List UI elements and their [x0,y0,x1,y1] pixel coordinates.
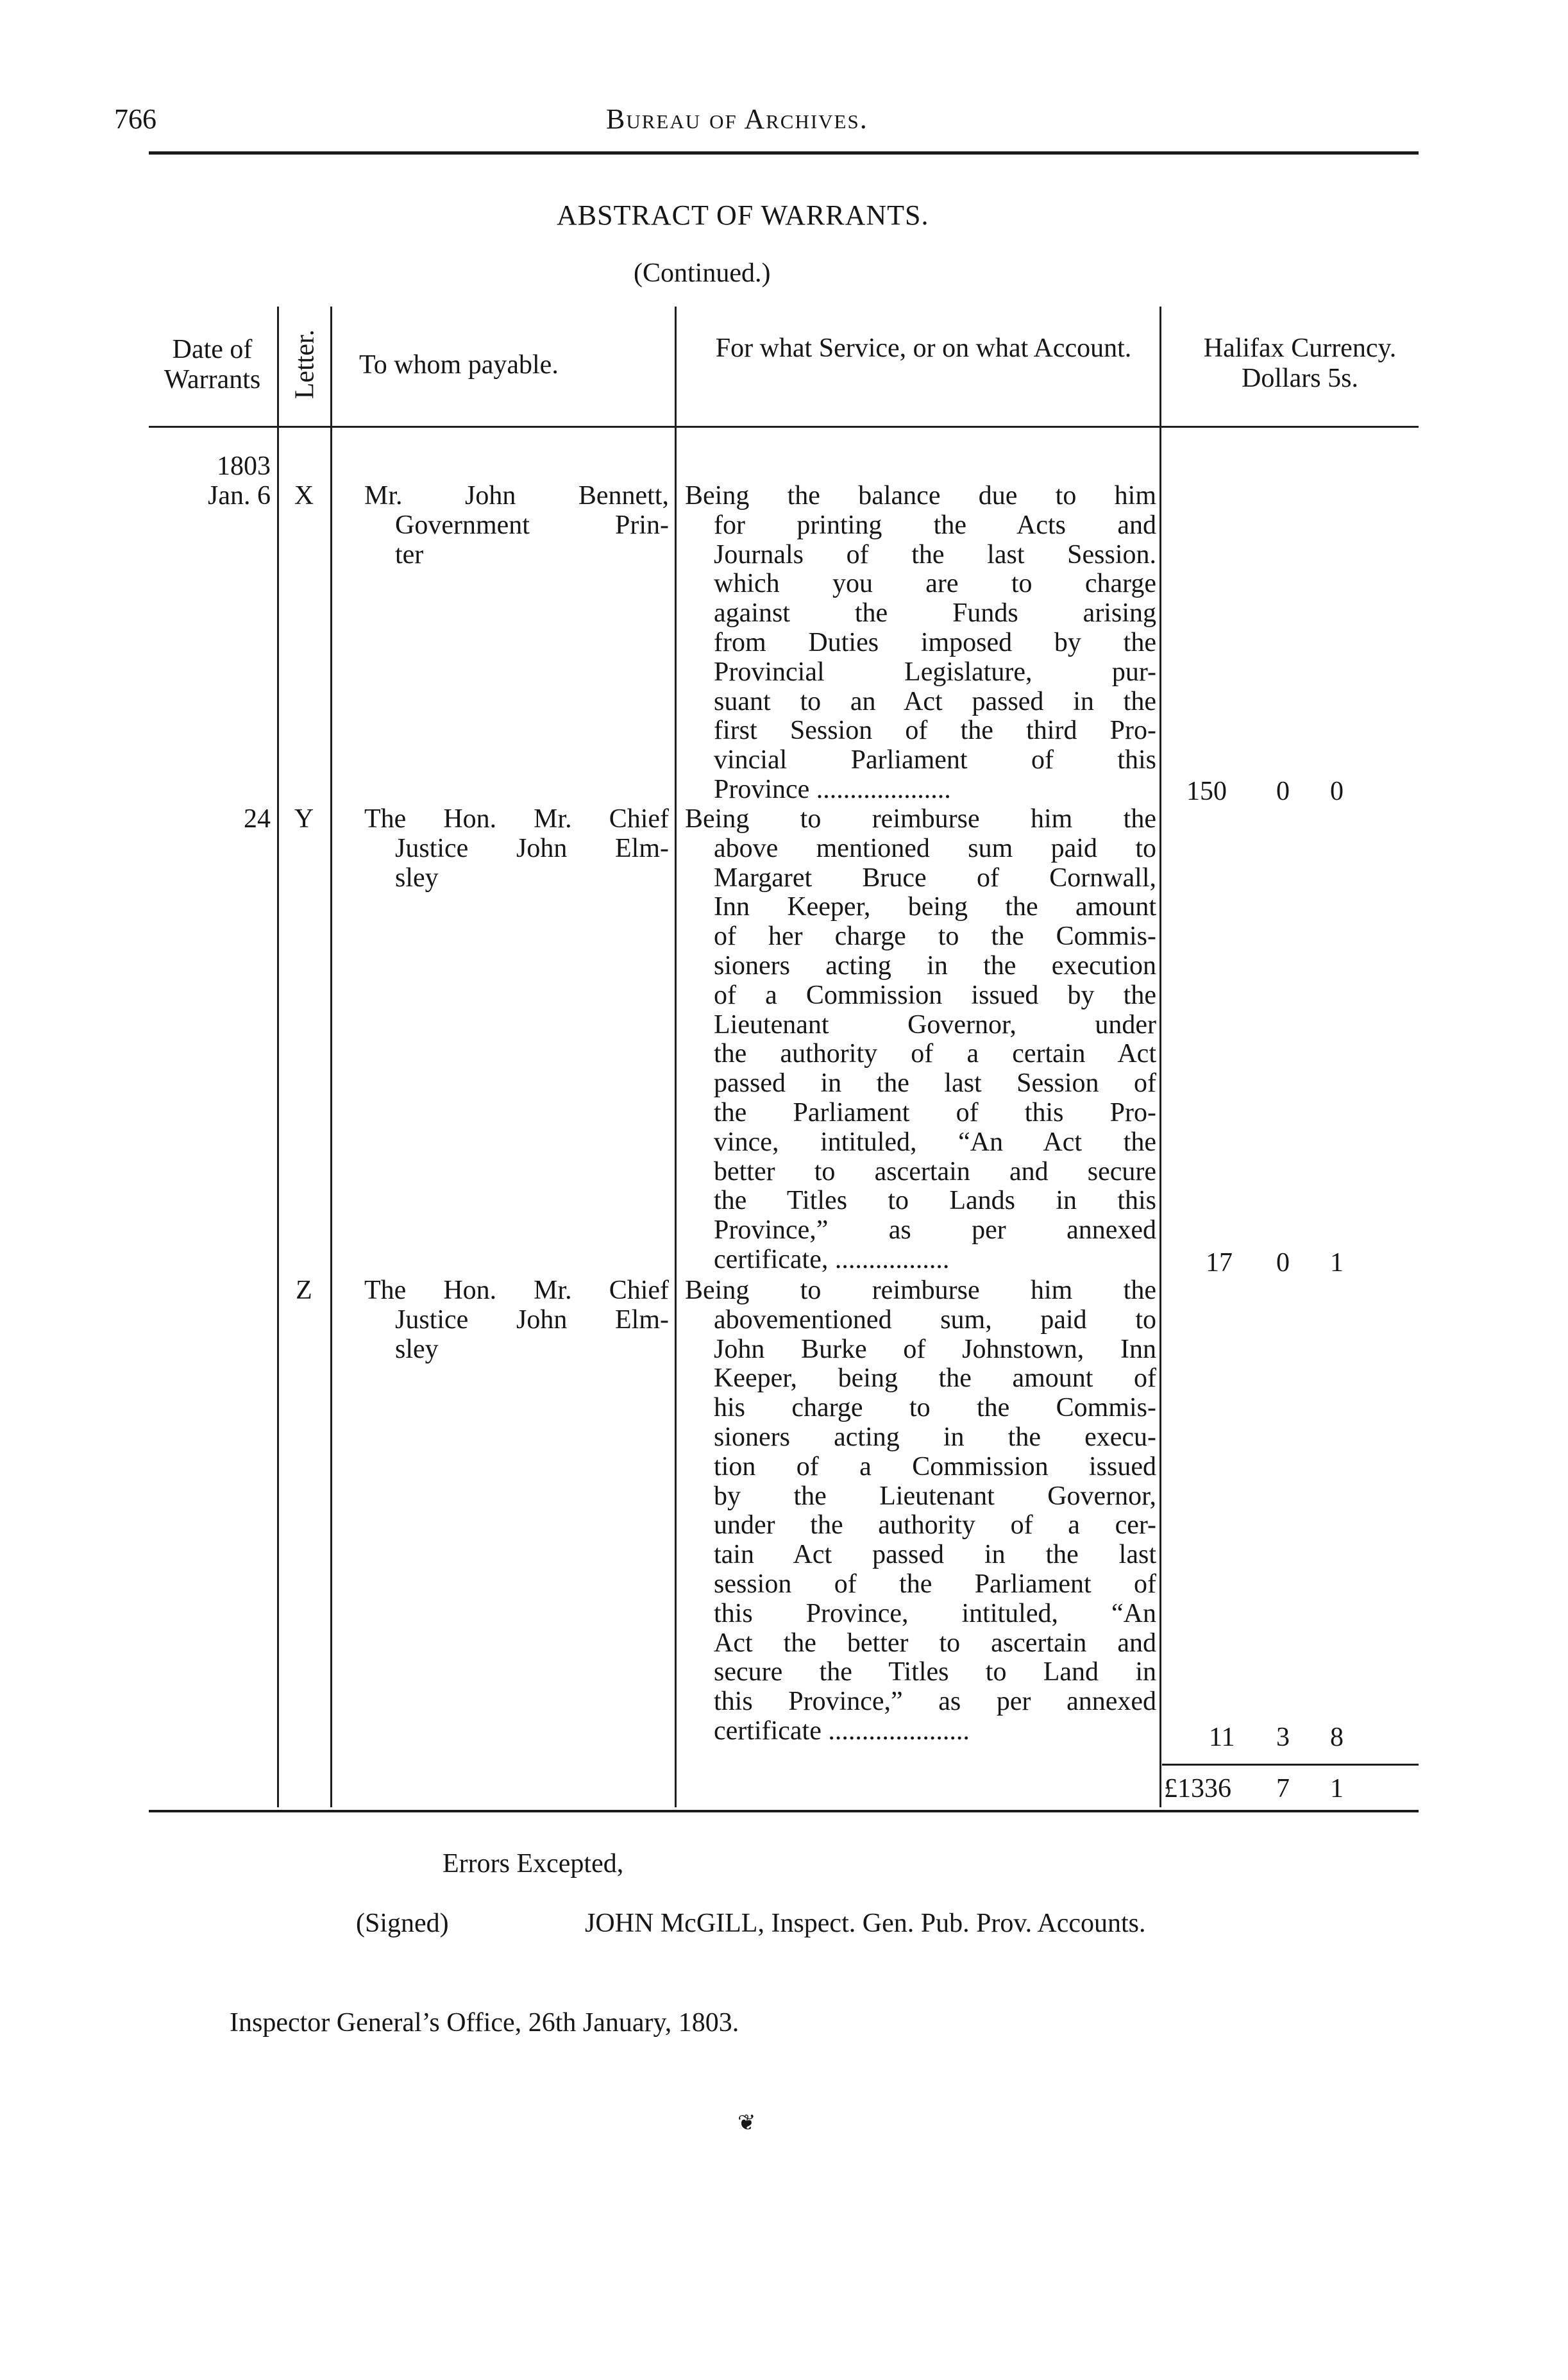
running-title: Bureau of Archives. [606,103,868,135]
amount-pence: 1 [1330,1248,1344,1278]
column-divider-payee [675,307,677,1807]
amount-shillings: 0 [1276,1248,1290,1278]
amount-pounds: 11 [1209,1723,1235,1752]
total-shillings: 7 [1276,1774,1290,1803]
header-rule [149,151,1419,155]
service-line: Lieutenant Governor, under [714,1009,1156,1040]
entry-letter: Z [296,1276,312,1305]
table-title: ABSTRACT OF WARRANTS. [557,199,929,231]
service-line: against the Funds arising [714,598,1156,629]
service-line: by the Lieutenant Governor, [714,1481,1156,1511]
year-label: 1803 [217,452,271,481]
signed-label: (Signed) [356,1909,449,1938]
service-line: vincial Parliament of this [714,745,1156,775]
service-line: the Titles to Lands in this [714,1186,1156,1216]
payee-line: Justice John Elm- [395,1304,669,1335]
amount-shillings: 0 [1276,777,1290,806]
service-line: vince, intituled, “An Act the [714,1127,1156,1157]
entry-payee [364,482,669,570]
entry-date: Jan. 6 [208,481,271,511]
column-header-letter-label: Letter. [290,329,320,400]
entry-service [685,1276,1156,1746]
payee-line: The Hon. Mr. Chief [364,804,669,834]
amount-pounds: 150 [1186,777,1227,806]
amount-pounds: 17 [1206,1248,1233,1278]
column-header-currency: Halifax Currency. Dollars 5s. [1203,333,1397,393]
entry-letter: Y [294,804,314,834]
column-divider-date [277,307,279,1807]
service-line: sioners acting in the execu- [714,1422,1156,1452]
column-divider-service [1159,307,1161,1807]
service-line: his charge to the Commis- [714,1393,1156,1423]
service-line: Province,” as per annexed [714,1215,1156,1245]
service-line: better to ascertain and secure [714,1156,1156,1186]
column-divider-letter [330,307,332,1807]
service-line: Being the balance due to him [685,481,1156,511]
service-line: Journals of the last Session. [714,539,1156,570]
entry-date: 24 [244,804,271,834]
service-line: tion of a Commission issued [714,1451,1156,1481]
total-pounds: £1336 [1164,1774,1231,1803]
service-line: Being to reimburse him the [685,1276,1156,1305]
column-header-date: Date of Warrants [164,335,261,394]
service-line: above mentioned sum paid to [714,833,1156,863]
payee-line: Government Prin- [395,510,669,540]
entry-payee [364,805,669,893]
payee-line: Justice John Elm- [395,833,669,863]
column-header-letter [280,307,331,422]
total-rule [1162,1764,1419,1766]
column-header-payee: To whom payable. [359,350,559,380]
service-line: Provincial Legislature, pur- [714,657,1156,687]
page-number: 766 [114,103,156,135]
service-line: the Parliament of this Pro- [714,1097,1156,1127]
amount-pence: 0 [1330,777,1344,806]
service-line: this Province, intituled, “An [714,1598,1156,1628]
signatory: JOHN McGILL, Inspect. Gen. Pub. Prov. Accounts. [585,1909,1146,1938]
total-pence: 1 [1330,1774,1344,1803]
service-line: this Province,” as per annexed [714,1687,1156,1717]
service-line: Keeper, being the amount of [714,1363,1156,1394]
service-line: abovementioned sum, paid to [714,1304,1156,1335]
service-line: which you are to charge [714,569,1156,599]
service-line: sioners acting in the execution [714,950,1156,981]
amount-pence: 8 [1330,1723,1344,1752]
service-line: certificate, ................. [714,1244,950,1274]
entry-service [685,805,1156,1275]
payee-line: Mr. John Bennett, [364,481,669,511]
service-line: certificate ..................... [714,1716,970,1746]
entry-service [685,482,1156,805]
payee-line: ter [395,539,424,570]
entry-payee [364,1276,669,1364]
service-line: passed in the last Session of [714,1068,1156,1099]
errors-excepted: Errors Excepted, [443,1849,624,1878]
service-line: secure the Titles to Land in [714,1657,1156,1687]
service-line: from Duties imposed by the [714,627,1156,657]
service-line: suant to an Act passed in the [714,686,1156,716]
service-line: of a Commission issued by the [714,980,1156,1010]
service-line: John Burke of Johnstown, Inn [714,1334,1156,1364]
ornament-icon: ❦ [738,2111,756,2135]
service-line: Inn Keeper, being the amount [714,892,1156,922]
payee-line: The Hon. Mr. Chief [364,1276,669,1305]
header-bottom-rule [149,426,1419,428]
service-line: Province .................... [714,774,951,804]
service-line: first Session of the third Pro- [714,716,1156,746]
column-header-service: For what Service, or on what Account. [715,333,1132,363]
payee-line: sley [395,863,439,893]
payee-line: sley [395,1334,439,1364]
service-line: under the authority of a cer- [714,1510,1156,1540]
table-subtitle: (Continued.) [634,258,771,288]
service-line: tain Act passed in the last [714,1540,1156,1570]
service-line: for printing the Acts and [714,510,1156,540]
entry-letter: X [294,481,314,511]
office-date-line: Inspector General’s Office, 26th January, 1803. [230,2008,739,2038]
table-bottom-rule [149,1810,1419,1812]
amount-shillings: 3 [1276,1723,1290,1752]
service-line: Act the better to ascertain and [714,1628,1156,1658]
service-line: of her charge to the Commis- [714,922,1156,952]
service-line: Margaret Bruce of Cornwall, [714,863,1156,893]
service-line: the authority of a certain Act [714,1039,1156,1069]
service-line: session of the Parliament of [714,1569,1156,1599]
service-line: Being to reimburse him the [685,804,1156,834]
